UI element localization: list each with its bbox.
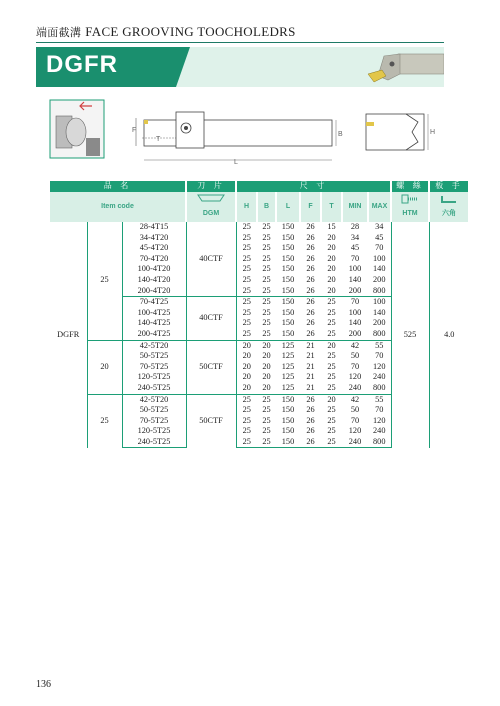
- spec-table: [50, 181, 470, 448]
- cell-dim-max: 55: [368, 340, 391, 351]
- cell-dim-t: 25: [321, 383, 342, 394]
- header-dim-b: B: [257, 192, 276, 222]
- cell-item-code: 70-5T25: [122, 362, 186, 373]
- cell-item-code: 70-4T25: [122, 297, 186, 308]
- cell-dim-t: 25: [321, 318, 342, 329]
- header-divider: [36, 42, 444, 43]
- wrench-type-label: 六角: [442, 210, 456, 217]
- cell-dim-h: 25: [236, 318, 257, 329]
- cell-dim-b: 20: [257, 383, 276, 394]
- cell-dim-f: 21: [300, 372, 321, 383]
- header-dim-h: H: [236, 192, 257, 222]
- header-dim-max: MAX: [368, 192, 391, 222]
- cell-dim-max: 140: [368, 308, 391, 319]
- cell-item-code: 70-5T25: [122, 416, 186, 427]
- cell-dim-max: 800: [368, 286, 391, 297]
- cell-dim-max: 200: [368, 275, 391, 286]
- cell-dim-t: 25: [321, 329, 342, 340]
- cell-dim-h: 25: [236, 243, 257, 254]
- cell-dim-max: 45: [368, 233, 391, 244]
- cell-insert: 50CTF: [186, 394, 236, 448]
- cell-dim-b: 25: [257, 275, 276, 286]
- cell-dim-max: 55: [368, 394, 391, 405]
- cell-item-code: 42-5T20: [122, 340, 186, 351]
- cell-dim-max: 120: [368, 416, 391, 427]
- header-dimensions: 尺 寸: [236, 181, 391, 192]
- cell-dim-max: 200: [368, 318, 391, 329]
- header-dim-t: T: [321, 192, 342, 222]
- label-B: B: [338, 131, 343, 138]
- cell-item-code: 50-5T25: [122, 351, 186, 362]
- cell-dim-t: 25: [321, 362, 342, 373]
- cell-dim-b: 20: [257, 340, 276, 351]
- cell-dim-min: 42: [342, 340, 368, 351]
- cell-dim-min: 200: [342, 329, 368, 340]
- cell-dim-t: 25: [321, 405, 342, 416]
- cell-dim-min: 70: [342, 362, 368, 373]
- cell-shank-size: 25: [87, 222, 122, 340]
- cell-dim-f: 21: [300, 383, 321, 394]
- cell-item-code: 28-4T15: [122, 222, 186, 233]
- cell-dim-b: 25: [257, 416, 276, 427]
- cell-dim-max: 34: [368, 222, 391, 233]
- cell-dim-min: 120: [342, 372, 368, 383]
- cell-dim-min: 140: [342, 318, 368, 329]
- cell-dim-l: 150: [276, 405, 300, 416]
- cell-dim-t: 25: [321, 308, 342, 319]
- cell-dim-h: 25: [236, 394, 257, 405]
- cell-dim-b: 25: [257, 286, 276, 297]
- header-screw-code: [391, 192, 429, 222]
- cell-dim-l: 150: [276, 286, 300, 297]
- cell-dim-t: 25: [321, 372, 342, 383]
- cell-dim-b: 25: [257, 329, 276, 340]
- cell-dim-min: 240: [342, 437, 368, 448]
- cell-prefix: DGFR: [50, 222, 87, 448]
- cell-insert: 40CTF: [186, 297, 236, 340]
- cell-dim-f: 21: [300, 340, 321, 351]
- cell-dim-min: 34: [342, 233, 368, 244]
- cell-dim-f: 26: [300, 318, 321, 329]
- header-insert-code: [186, 192, 236, 222]
- cell-dim-h: 25: [236, 329, 257, 340]
- cell-insert: 40CTF: [186, 222, 236, 297]
- cell-item-code: 140-4T20: [122, 275, 186, 286]
- insert-code-label: DGM: [202, 210, 220, 217]
- cell-dim-f: 26: [300, 264, 321, 275]
- cell-item-code: 240-5T25: [122, 383, 186, 394]
- header-dim-f: F: [300, 192, 321, 222]
- cell-dim-h: 25: [236, 297, 257, 308]
- cell-dim-h: 25: [236, 308, 257, 319]
- cell-dim-l: 150: [276, 254, 300, 265]
- cell-dim-f: 26: [300, 329, 321, 340]
- cell-dim-max: 70: [368, 351, 391, 362]
- cell-dim-h: 20: [236, 362, 257, 373]
- title-en: FACE GROOVING TOOCHOLEDRS: [85, 24, 296, 39]
- tool-dimension-diagram: [36, 98, 446, 178]
- cell-dim-l: 150: [276, 275, 300, 286]
- cell-dim-b: 25: [257, 297, 276, 308]
- table-row: [50, 222, 469, 233]
- cell-shank-size: 25: [87, 394, 122, 448]
- cell-dim-t: 20: [321, 340, 342, 351]
- title-cjk: 端面截溝: [36, 26, 82, 39]
- cell-dim-max: 800: [368, 437, 391, 448]
- cell-dim-b: 20: [257, 351, 276, 362]
- cell-shank-size: 20: [87, 340, 122, 394]
- cell-item-code: 50-5T25: [122, 405, 186, 416]
- cell-dim-h: 25: [236, 437, 257, 448]
- header-wrench: 板 手: [429, 181, 469, 192]
- cell-item-code: 140-4T25: [122, 318, 186, 329]
- cell-dim-min: 70: [342, 254, 368, 265]
- tool-holder-photo: [364, 48, 444, 86]
- cell-dim-min: 240: [342, 383, 368, 394]
- cell-dim-h: 25: [236, 264, 257, 275]
- cell-dim-f: 26: [300, 405, 321, 416]
- cell-dim-h: 25: [236, 254, 257, 265]
- cell-dim-min: 50: [342, 351, 368, 362]
- cell-dim-b: 25: [257, 264, 276, 275]
- cell-dim-max: 70: [368, 405, 391, 416]
- cell-dim-l: 150: [276, 416, 300, 427]
- cell-dim-l: 125: [276, 362, 300, 373]
- cell-dim-f: 26: [300, 233, 321, 244]
- cell-dim-l: 150: [276, 318, 300, 329]
- cell-dim-f: 26: [300, 416, 321, 427]
- cell-dim-f: 26: [300, 426, 321, 437]
- cell-dim-h: 25: [236, 275, 257, 286]
- cell-dim-b: 25: [257, 437, 276, 448]
- cell-dim-min: 28: [342, 222, 368, 233]
- header-wrench-type: [429, 192, 469, 222]
- cell-dim-h: 25: [236, 426, 257, 437]
- cell-item-code: 100-4T20: [122, 264, 186, 275]
- cell-dim-t: 15: [321, 222, 342, 233]
- page-header-title: [36, 24, 296, 40]
- cell-dim-l: 150: [276, 233, 300, 244]
- label-T: T: [156, 136, 161, 143]
- cell-dim-h: 25: [236, 222, 257, 233]
- cell-dim-l: 150: [276, 297, 300, 308]
- cell-dim-b: 20: [257, 362, 276, 373]
- screw-code-label: HTM: [402, 210, 418, 217]
- cell-dim-b: 25: [257, 426, 276, 437]
- cell-dim-min: 45: [342, 243, 368, 254]
- cell-dim-max: 240: [368, 426, 391, 437]
- cell-dim-min: 140: [342, 275, 368, 286]
- cell-item-code: 200-4T25: [122, 329, 186, 340]
- insert-icon: [196, 194, 226, 204]
- cell-dim-f: 26: [300, 297, 321, 308]
- cell-dim-h: 25: [236, 233, 257, 244]
- cell-dim-f: 26: [300, 243, 321, 254]
- cell-dim-h: 25: [236, 405, 257, 416]
- cell-dim-h: 20: [236, 340, 257, 351]
- cell-item-code: 100-4T25: [122, 308, 186, 319]
- cell-dim-l: 125: [276, 351, 300, 362]
- cell-dim-l: 150: [276, 426, 300, 437]
- cell-dim-f: 26: [300, 254, 321, 265]
- cell-dim-t: 20: [321, 264, 342, 275]
- cell-dim-max: 800: [368, 383, 391, 394]
- side-view: [136, 112, 336, 160]
- header-item-code: Item code: [50, 192, 186, 222]
- cell-dim-b: 25: [257, 405, 276, 416]
- cell-dim-t: 20: [321, 233, 342, 244]
- cell-dim-b: 25: [257, 308, 276, 319]
- cell-dim-max: 100: [368, 254, 391, 265]
- cell-item-code: 200-4T20: [122, 286, 186, 297]
- cell-dim-t: 25: [321, 426, 342, 437]
- product-code: DGFR: [46, 51, 118, 78]
- label-L: L: [234, 159, 238, 166]
- cell-dim-max: 100: [368, 297, 391, 308]
- cell-dim-t: 25: [321, 437, 342, 448]
- cell-item-code: 120-5T25: [122, 372, 186, 383]
- cell-dim-f: 21: [300, 351, 321, 362]
- cell-dim-t: 20: [321, 254, 342, 265]
- header-screw: 螺 絲: [391, 181, 429, 192]
- cell-dim-l: 150: [276, 243, 300, 254]
- cell-dim-l: 150: [276, 394, 300, 405]
- cell-dim-h: 25: [236, 286, 257, 297]
- cell-item-code: 45-4T20: [122, 243, 186, 254]
- hex-key-icon: [440, 194, 458, 204]
- cell-dim-min: 70: [342, 297, 368, 308]
- end-view: [366, 114, 428, 150]
- cell-dim-f: 21: [300, 362, 321, 373]
- cell-item-code: 120-5T25: [122, 426, 186, 437]
- label-F: F: [132, 127, 137, 134]
- header-dim-min: MIN: [342, 192, 368, 222]
- cell-dim-max: 120: [368, 362, 391, 373]
- cell-dim-b: 25: [257, 243, 276, 254]
- cell-dim-min: 70: [342, 416, 368, 427]
- cell-dim-b: 25: [257, 318, 276, 329]
- cell-dim-t: 25: [321, 416, 342, 427]
- cell-dim-t: 20: [321, 275, 342, 286]
- cell-screw: 525: [391, 222, 429, 448]
- cell-dim-t: 25: [321, 297, 342, 308]
- cell-wrench: 4.0: [429, 222, 469, 448]
- cell-dim-l: 150: [276, 308, 300, 319]
- cell-dim-h: 25: [236, 416, 257, 427]
- cell-dim-l: 125: [276, 383, 300, 394]
- cell-dim-l: 125: [276, 340, 300, 351]
- header-insert: 刀 片: [186, 181, 236, 192]
- header-product: 品 名: [50, 181, 186, 192]
- cell-dim-t: 25: [321, 351, 342, 362]
- cell-dim-h: 20: [236, 351, 257, 362]
- cell-dim-f: 26: [300, 394, 321, 405]
- cell-dim-h: 20: [236, 372, 257, 383]
- page-number: 136: [36, 679, 51, 690]
- cell-item-code: 70-4T20: [122, 254, 186, 265]
- cell-dim-f: 26: [300, 308, 321, 319]
- cell-dim-min: 200: [342, 286, 368, 297]
- cell-dim-b: 20: [257, 372, 276, 383]
- workpiece-icon: [50, 100, 104, 158]
- cell-dim-max: 800: [368, 329, 391, 340]
- cell-dim-min: 42: [342, 394, 368, 405]
- cell-item-code: 42-5T20: [122, 394, 186, 405]
- cell-dim-f: 26: [300, 286, 321, 297]
- cell-dim-l: 125: [276, 372, 300, 383]
- label-H: H: [430, 129, 436, 136]
- cell-dim-min: 50: [342, 405, 368, 416]
- cell-dim-l: 150: [276, 437, 300, 448]
- cell-dim-max: 70: [368, 243, 391, 254]
- cell-item-code: 240-5T25: [122, 437, 186, 448]
- cell-dim-l: 150: [276, 329, 300, 340]
- cell-dim-l: 150: [276, 222, 300, 233]
- cell-dim-f: 26: [300, 437, 321, 448]
- cell-dim-t: 20: [321, 286, 342, 297]
- cell-dim-f: 26: [300, 275, 321, 286]
- cell-dim-f: 26: [300, 222, 321, 233]
- screw-icon: [401, 194, 419, 204]
- cell-dim-min: 120: [342, 426, 368, 437]
- cell-dim-max: 240: [368, 372, 391, 383]
- cell-dim-b: 25: [257, 394, 276, 405]
- cell-dim-b: 25: [257, 233, 276, 244]
- cell-insert: 50CTF: [186, 340, 236, 394]
- cell-dim-min: 100: [342, 264, 368, 275]
- cell-dim-b: 25: [257, 222, 276, 233]
- cell-dim-min: 100: [342, 308, 368, 319]
- cell-dim-l: 150: [276, 264, 300, 275]
- header-dim-l: L: [276, 192, 300, 222]
- cell-item-code: 34-4T20: [122, 233, 186, 244]
- cell-dim-h: 20: [236, 383, 257, 394]
- cell-dim-t: 20: [321, 243, 342, 254]
- cell-dim-b: 25: [257, 254, 276, 265]
- cell-dim-max: 140: [368, 264, 391, 275]
- cell-dim-t: 20: [321, 394, 342, 405]
